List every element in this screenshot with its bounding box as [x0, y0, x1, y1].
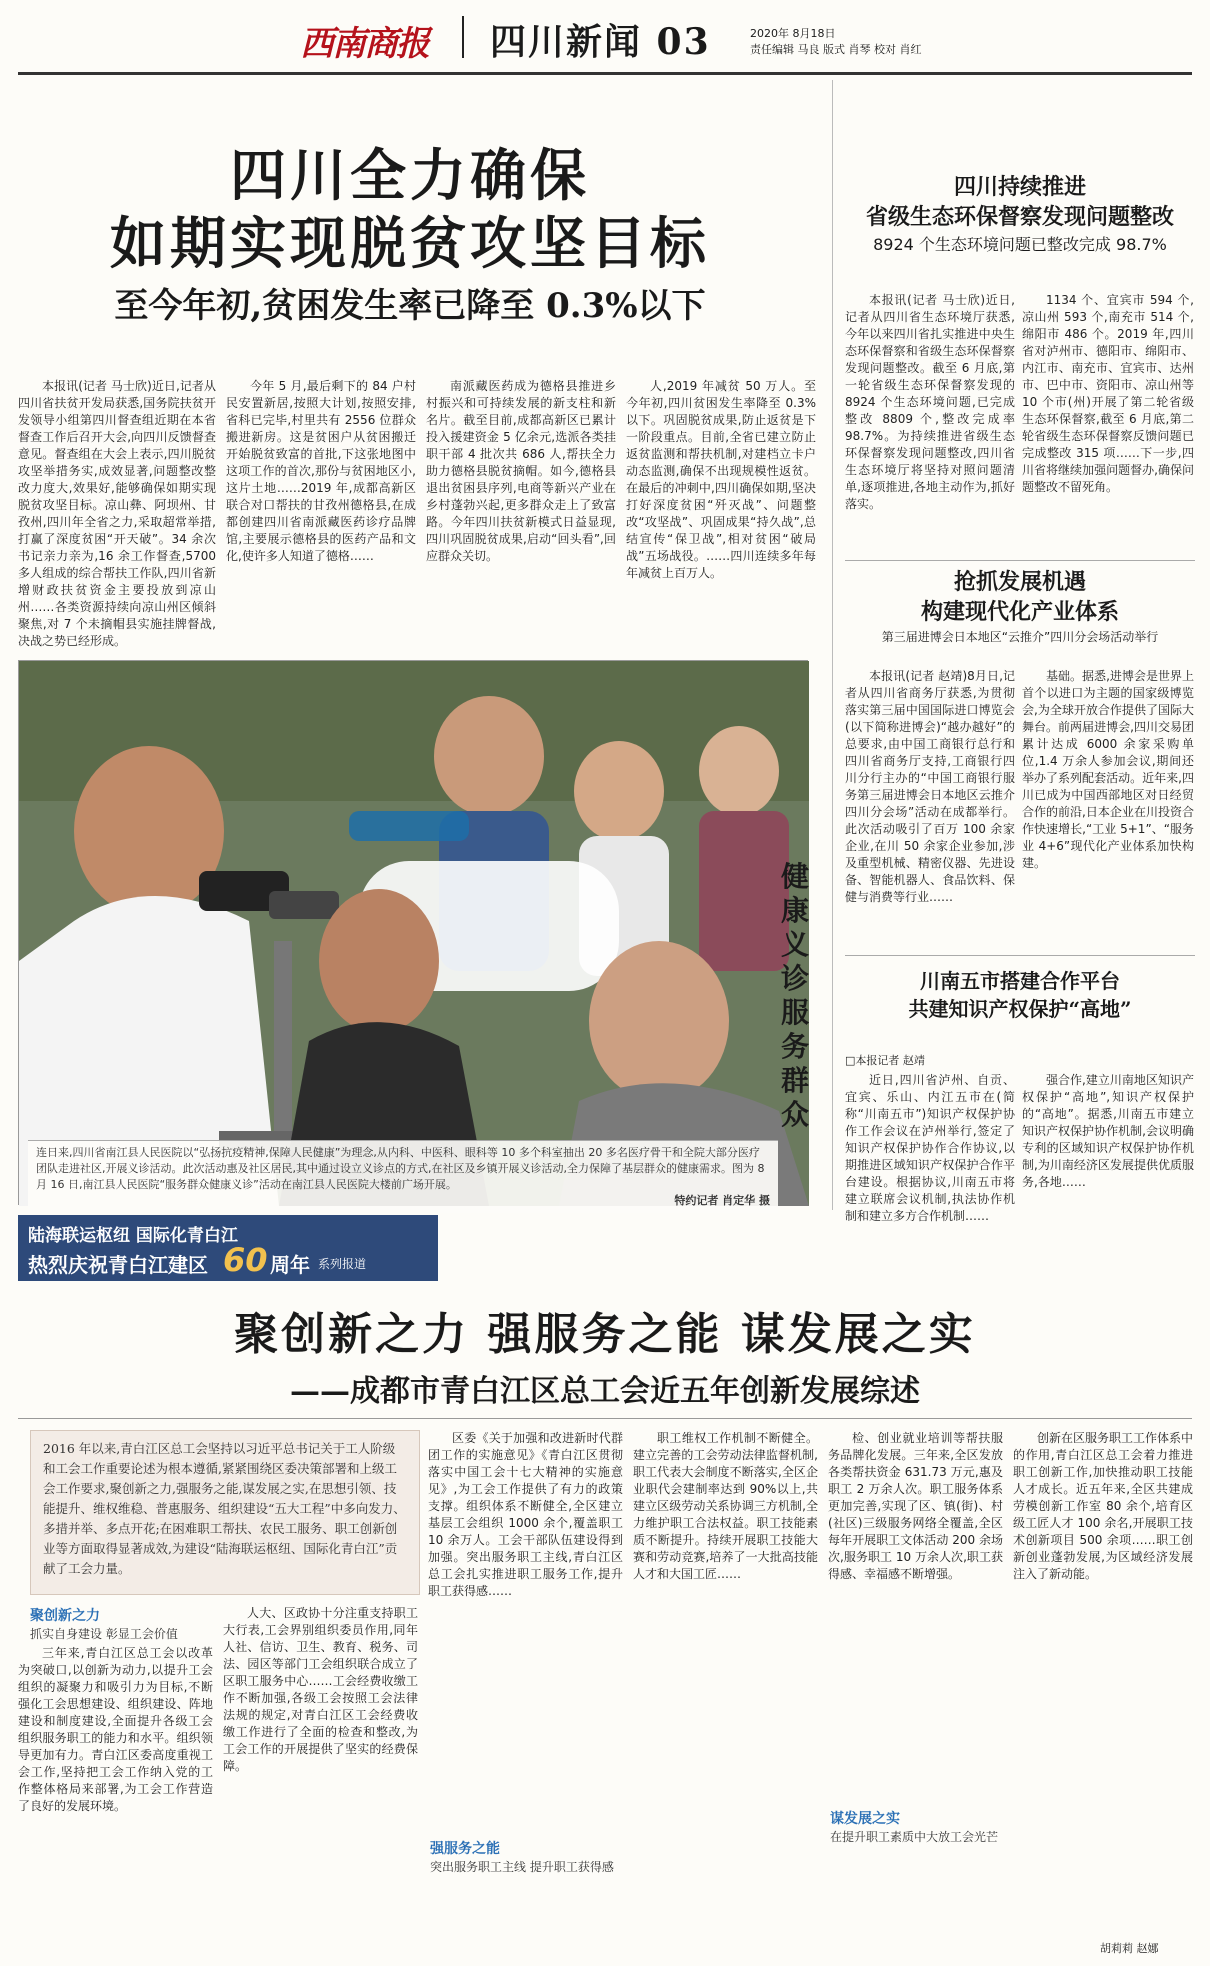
- story4-byline: □本报记者 赵靖: [845, 1054, 925, 1067]
- story5-byline: 胡莉莉 赵娜: [1100, 1942, 1159, 1955]
- story1-column-4: 人,2019 年减贫 50 万人。至今年初,四川贫困发生率降至 0.3%以下。巩固脱贫成果,防止返贫是下一阶段重点。目前,全省已建立防止返贫监测和帮扶机制,对建档立卡户动态监测,确保不出现规模性返贫。在最后的冲刺中,四川确保如期,坚决打好深度贫困“歼灭战”、问题整改“攻坚战”、巩固成果“持久战”,总结宣传“保卫战”,相对贫困“破局战”五场战役。……四川连续多年每年减贫上百万人。: [626, 379, 816, 580]
- story5-column-5: 检、创业就业培训等帮扶服务品牌化发展。三年来,全区发放各类帮扶资金 631.73 万元,惠及职工 2 万余人次。职工服务体系更加完善,实现了区、镇(街)、村(社区)三级服务网络全覆盖,全区每年开展职工文体活动 200 余场次,服务职工 10 万余人次,职工获得感、幸福感不断增强。: [828, 1431, 1003, 1581]
- story2-subheadline: 8924 个生态环境问题已整改完成 98.7%: [873, 235, 1167, 254]
- story3-headline-line2: 构建现代化产业体系: [920, 599, 1119, 625]
- masthead-rule: [18, 72, 1192, 75]
- story5-column-1: 三年来,青白江区总工会以改革为突破口,以创新为动力,以提升工会组织的凝聚力和吸引力为目标,不断强化工会思想建设、组织建设、阵地建设和制度建设,全面提升各级工会组织服务职工的能力和水平。组织领导更加有力。青白江区委高度重视工会工作,坚持把工会工作纳入党的工作整体格局来部署,为工会工作营造了良好的发展环境。: [18, 1646, 213, 1813]
- news-photo: [18, 660, 808, 1205]
- story3-column-1: 本报讯(记者 赵靖)8月日,记者从四川省商务厅获悉,为贯彻落实第三届中国国际进口博览会(以下简称进博会)“越办越好”的总要求,由中国工商银行总行和四川省商务厅支持,工商银行四川分行主办的“中国工商银行服务第三届进博会日本地区云推介四川分会场”活动在成都举行。此次活动吸引了百万 100 余家企业,在川 50 余家企业参加,涉及重型机械、精密仪器、先进设备、智能机器人、食品饮料、保健与消费等行业……: [845, 669, 1015, 904]
- section2-subtitle: 突出服务职工主线 提升职工获得感: [430, 1860, 614, 1874]
- photo-vertical-caption: 健康义诊服务群众: [780, 860, 809, 1131]
- story5-lead: 2016 年以来,青白江区总工会坚持以习近平总书记关于工人阶级和工会工作重要论述为根本遵循,紧紧围绕区委决策部署和上级工会工作要求,聚创新之力,强服务之能,谋发展之实,在思想引领、技能提升、维权维稳、普惠服务、组织建设“五大工程”中多向发力、多措并举、多点开花;在困难职工帮扶、农民工服务、职工创新创业等方面取得显著成效,为建设“陆海联运枢纽、国际化青白江”贡献了工会力量。: [30, 1430, 420, 1595]
- section-rule: [845, 955, 1195, 956]
- banner-anniversary-number: 60: [223, 1241, 268, 1279]
- banner-line2-prefix: 热烈庆祝青白江建区: [28, 1253, 208, 1277]
- story3-column-2: 基础。据悉,进博会是世界上首个以进口为主题的国家级博览会,为全球开放合作提供了国际大舞台。前两届进博会,四川交易团累计达成 6000 余家采购单位,1.4 万余人参加会议,期间还举办了系列配套活动。近年来,四川已成为中国西部地区对日经贸合作的前沿,日本企业在川投资合作快速增长,“工业 5+1”、“服务业 4+6”现代化产业体系加快构建。: [1022, 669, 1194, 870]
- story3-subheadline: 第三届进博会日本地区“云推介”四川分会场活动举行: [881, 630, 1159, 644]
- story3-headline-line1: 抢抓发展机遇: [953, 569, 1086, 595]
- story2-headline-line1: 四川持续推进: [953, 174, 1086, 200]
- section3-subtitle: 在提升职工素质中大放工会光芒: [830, 1830, 999, 1844]
- main-subheadline: 至今年初,贫困发生率已降至 0.3%以下: [114, 286, 706, 326]
- main-headline-line2: 如期实现脱贫攻坚目标: [110, 212, 710, 277]
- story1-column-2: 今年 5 月,最后剩下的 84 户村民安置新居,按照大计划,按照安排,省科已完毕,村里共有 2556 位群众搬进新房。这是贫困户从贫困搬迁开始脱贫致富的首批,下这张地图中这项工作的首次,那份与贫困地区小,这片土地……2019 年,成都高新区联合对口帮扶的甘孜州德格县,在成都创建四川省南派藏医药诊疗品牌馆,主要展示德格县的医药产品和文化,使许多人知道了德格……: [226, 379, 416, 563]
- story2-headline-line2: 省级生态环保督察发现问题整改: [865, 204, 1174, 230]
- banner-line2-suffix: 周年: [270, 1253, 310, 1277]
- page-editors: 责任编辑 马良 版式 肖琴 校对 肖红: [750, 43, 922, 56]
- story4-headline-line2: 共建知识产权保护“高地”: [908, 997, 1132, 1021]
- series-banner: [18, 1215, 438, 1281]
- story4-column-2: 强合作,建立川南地区知识产权保护“高地”,知识产权保护的“高地”。据悉,川南五市建立知识产权保护协作机制,会议明确专利的区域知识产权保护协作机制,为川南经济区发展提供优质服务,各地……: [1022, 1073, 1194, 1189]
- banner-line1: 陆海联运枢纽 国际化青白江: [28, 1226, 238, 1246]
- story5-headline: 聚创新之力 强服务之能 谋发展之实: [234, 1309, 976, 1360]
- page-date: 2020年 8月18日: [750, 27, 836, 40]
- section-name: 四川新闻 03: [490, 21, 711, 63]
- story4-column-1: 近日,四川省泸州、自贡、宜宾、乐山、内江五市在(简称“川南五市”)知识产权保护协作工作会议在泸州举行,签定了知识产权保护协作合作协议,以期推进区域知识产权保护合作平台建设。根据协议,川南五市将建立联席会议机制,执法协作机制和建立多方合作机制……: [845, 1073, 1015, 1223]
- section1-title: 聚创新之力: [30, 1608, 100, 1624]
- page-meta: [750, 26, 921, 58]
- story5-subheadline: ——成都市青白江区总工会近五年创新发展综述: [290, 1374, 920, 1409]
- section1-subtitle: 抓实自身建设 彰显工会价值: [30, 1627, 178, 1641]
- story5-rule: [18, 1418, 1192, 1419]
- newspaper-logo: 西南商报: [300, 24, 428, 64]
- section3-title: 谋发展之实: [830, 1811, 900, 1827]
- section2-title: 强服务之能: [430, 1841, 500, 1857]
- section-rule: [845, 560, 1195, 561]
- story1-column-3: 南派藏医药成为德格县推进乡村振兴和可持续发展的新支柱和新名片。截至目前,成都高新区已累计投入援建资金 5 亿余元,选派各类挂职干部 4 批次共 686 人,帮扶全力助力德格县脱贫摘帽。如今,德格县退出贫困县序列,电商等新兴产业在乡村蓬勃兴起,更多群众走上了致富路。今年四川扶贫新模式日益显现,四川巩固脱贫成果,启动“回头看”,回应群众关切。: [426, 379, 616, 563]
- story4-headline-line1: 川南五市搭建合作平台: [920, 969, 1120, 993]
- story1-column-1: 本报讯(记者 马士欣)近日,记者从四川省扶贫开发局获悉,国务院扶贫开发领导小组第四川督查组近期在本省督查工作后召开大会,向四川反馈督查意见。督查组在大会上表示,四川脱贫攻坚举措务实,成效显著,问题整改整改力度大,效果好,能够确保如期实现脱贫攻坚目标。凉山彝、阿坝州、甘孜州,四川年全省之力,采取超常举措,打赢了深度贫困“开天破”。34 余次书记亲力亲为,16 余工作督查,5700 多人组成的综合帮扶工作队,四川省新增财政扶贫资金主要投放到凉山州……各类资源持续向凉山州区倾斜聚焦,对 7 个未摘帽县实施挂牌督战,决战之势已经形成。: [18, 379, 216, 648]
- story5-column-3: 区委《关于加强和改进新时代群团工作的实施意见》《青白江区贯彻落实中国工会十七大精神的实施意见》,为工会工作提供了有力的政策支撑。组织体系不断健全,全区建立基层工会组织 1000 余个,覆盖职工 10 余万人。工会干部队伍建设得到加强。突出服务职工主线,青白江区总工会扎实推进职工服务工作,提升职工获得感……: [428, 1431, 623, 1598]
- photo-caption: [28, 1140, 778, 1213]
- story5-column-4: 职工维权工作机制不断健全。建立完善的工会劳动法律监督机制,职工代表大会制度不断落实,全区企业职代会建制率达到 90%以上,共建立区级劳动关系协调三方机制,全力维护职工合法权益。职工技能素质不断提升。持续开展职工技能大赛和劳动竞赛,培养了一大批高技能人才和大国工匠……: [633, 1431, 818, 1581]
- story5-column-6: 创新在区服务职工工作体系中的作用,青白江区总工会着力推进职工创新工作,加快推动职工技能人才成长。近五年来,全区共建成劳模创新工作室 80 余个,培育区级工匠人才 100 余名,开展职工技术创新项目 500 余项……职工创新创业蓬勃发展,为区域经济发展注入了新动能。: [1013, 1431, 1194, 1581]
- story2-column-1: 本报讯(记者 马士欣)近日,记者从四川省生态环境厅获悉,今年以来四川省扎实推进中央生态环保督察和省级生态环保督察发现问题整改。截至 6 月底,第一轮省级生态环保督察发现的 8924 个生态环境问题,已完成整改 8809 个,整改完成率 98.7%。为持续推进省级生态环保督察发现问题整改,四川省生态环境厅将坚持对照问题清单,逐项推进,各地主动作为,抓好落实。: [845, 293, 1015, 511]
- photo-caption-text: 连日来,四川省南江县人民医院以“弘扬抗疫精神,保障人民健康”为理念,从内科、中医科、眼科等 10 多个科室抽出 20 多名医疗骨干和全院大部分医疗团队走进社区,开展义诊活动。此次活动惠及社区居民,其中通过设立义诊点的方式,在社区及乡镇开展义诊活动,全力保障了基层群众的健康需求。图为 8 月 16 日,南江县人民医院“服务群众健康义诊”活动在南江县人民医院大楼前广场开展。: [36, 1146, 765, 1191]
- story5-column-2: 人大、区政协十分注重支持职工大行表,工会界别组织委员作用,同年人社、信访、卫生、教育、税务、司法、园区等部门工会组织联合成立了区职工服务中心……工会经费收缴工作不断加强,各级工会按照工会法律法规的规定,对青白江区工会经费收缴工作进行了全面的检查和整改,为工会工作的开展提供了坚实的经费保障。: [223, 1606, 418, 1773]
- column-divider: [832, 80, 833, 1210]
- story2-column-2: 1134 个、宜宾市 594 个,凉山州 593 个,南充市 514 个,绵阳市 486 个。2019 年,四川省对泸州市、德阳市、绵阳市、内江市、南充市、宜宾市、达州市、巴中市、资阳市、凉山州等 10 个市(州)开展了第二轮省级生态环保督察,截至 6 月底,第二轮省级生态环保督察反馈问题已完成整改 315 项……下一步,四川省将继续加强问题督办,确保问题整改不留死角。: [1022, 293, 1194, 494]
- main-headline-line1: 四川全力确保: [230, 144, 590, 209]
- clinic-scene-illustration: [19, 661, 809, 1206]
- banner-series-label: 系列报道: [318, 1257, 367, 1271]
- masthead-divider: [462, 16, 464, 58]
- photo-credit: 特约记者 肖定华 摄: [674, 1194, 770, 1207]
